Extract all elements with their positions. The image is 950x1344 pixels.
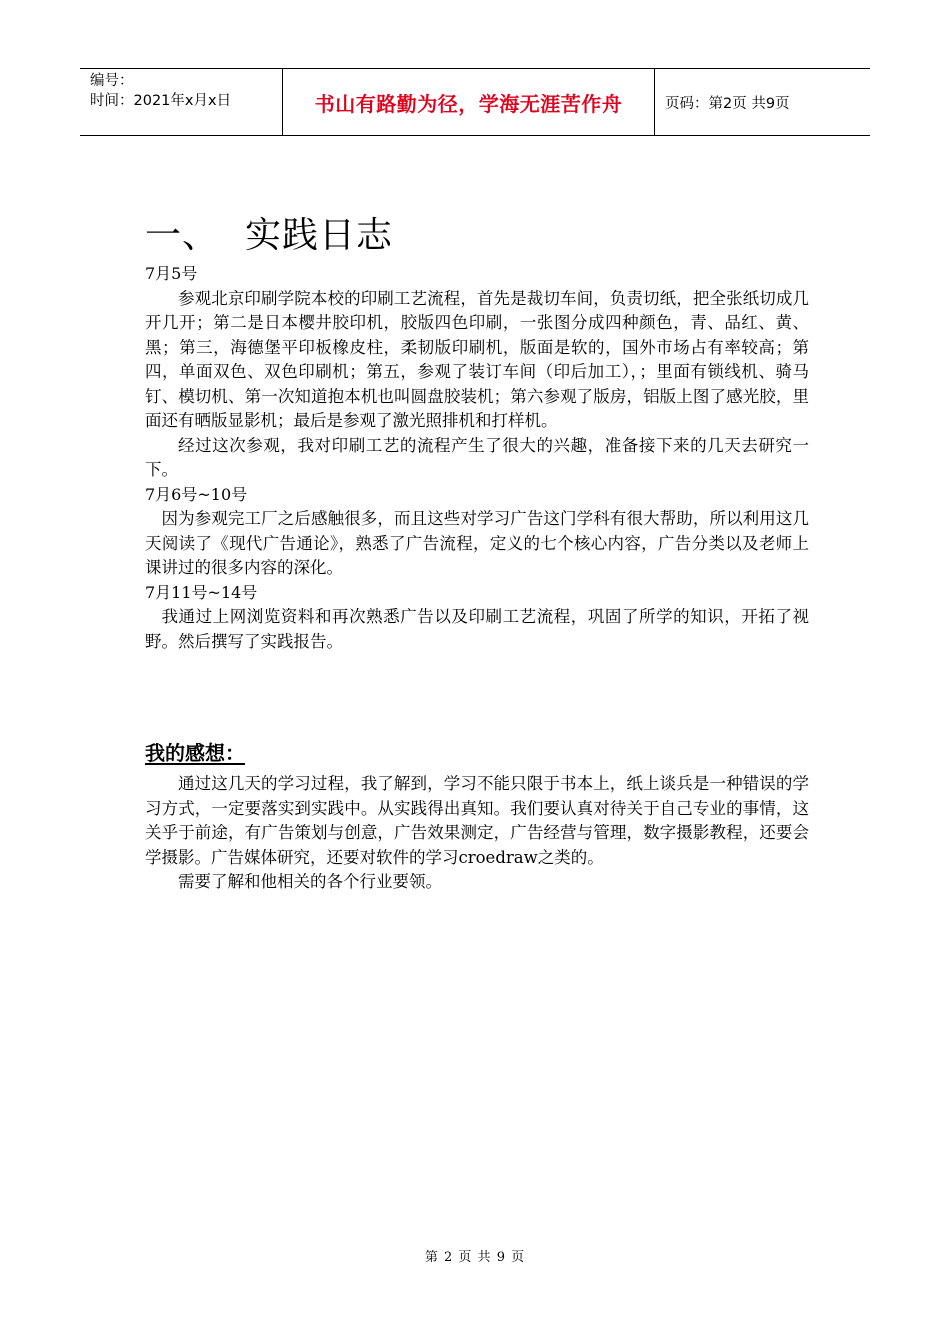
log-entry: [145, 581, 809, 655]
document-body: [145, 210, 809, 895]
feelings-body: [145, 772, 809, 895]
document-time-label: 时间：2021年x月x日: [90, 93, 232, 109]
document-number-label: 编号：: [90, 73, 134, 89]
section-number: 一、: [145, 215, 220, 256]
document-header: [80, 68, 870, 136]
log-date: 7月11号~14号: [145, 582, 258, 602]
log-paragraph: 我通过上网浏览资料和再次熟悉广告以及印刷工艺流程，巩固了所学的知识，开拓了视野。然后撰写了实践报告。: [145, 607, 809, 651]
log-entry: [145, 262, 809, 483]
header-page-info: 页码：第2页 共9页: [665, 95, 790, 112]
section-heading: [145, 210, 809, 262]
log-date: 7月6号~10号: [145, 484, 248, 504]
log-entry: [145, 483, 809, 581]
log-paragraph: 参观北京印刷学院本校的印刷工艺流程，首先是裁切车间，负责切纸，把全张纸切成几开几开；第二是日本樱井胶印机，胶版四色印刷，一张图分成四种颜色，青、品红、黄、黑；第三，海德堡平印板橡皮柱，柔韧版印刷机，版面是软的，国外市场占有率较高；第四，单面双色、双色印刷机；第五，参观了装订车间（印后加工），；里面有锁线机、骑马钉、模切机、第一次知道抱本机也叫圆盘胶装机；第六参观了版房，铝版上图了感光胶，里面还有晒版显影机；最后是参观了激光照排机和打样机。: [145, 288, 809, 430]
header-motto: 书山有路勤为径，学海无涯苦作舟: [282, 69, 655, 135]
feelings-title: 我的感想：: [145, 741, 245, 765]
page-footer: 第 2 页 共 9 页: [424, 1250, 526, 1265]
section-title: 实践日志: [245, 215, 394, 256]
feelings-paragraph: 通过这几天的学习过程，我了解到，学习不能只限于书本上，纸上谈兵是一种错误的学习方式，一定要落实到实践中。从实践得出真知。我们要认真对待关于自己专业的事情，这关乎于前途，有广告策划与创意，广告效果测定，广告经营与管理，数字摄影教程，还要会学摄影。广告媒体研究，还要对软件的学习croedraw之类的。: [145, 774, 809, 867]
feelings-paragraph: 需要了解和他相关的各个行业要领。: [178, 872, 442, 891]
log-date: 7月5号: [145, 264, 198, 283]
feelings-heading: [145, 738, 809, 768]
log-paragraph: 经过这次参观，我对印刷工艺的流程产生了很大的兴趣，准备接下来的几天去研究一下。: [145, 435, 809, 479]
log-paragraph: 因为参观完工厂之后感触很多，而且这些对学习广告这门学科有很大帮助，所以利用这几天阅读了《现代广告通论》，熟悉了广告流程，定义的七个核心内容，广告分类以及老师上课讲过的很多内容的深化。: [145, 509, 809, 577]
header-meta-cell: [80, 69, 282, 135]
